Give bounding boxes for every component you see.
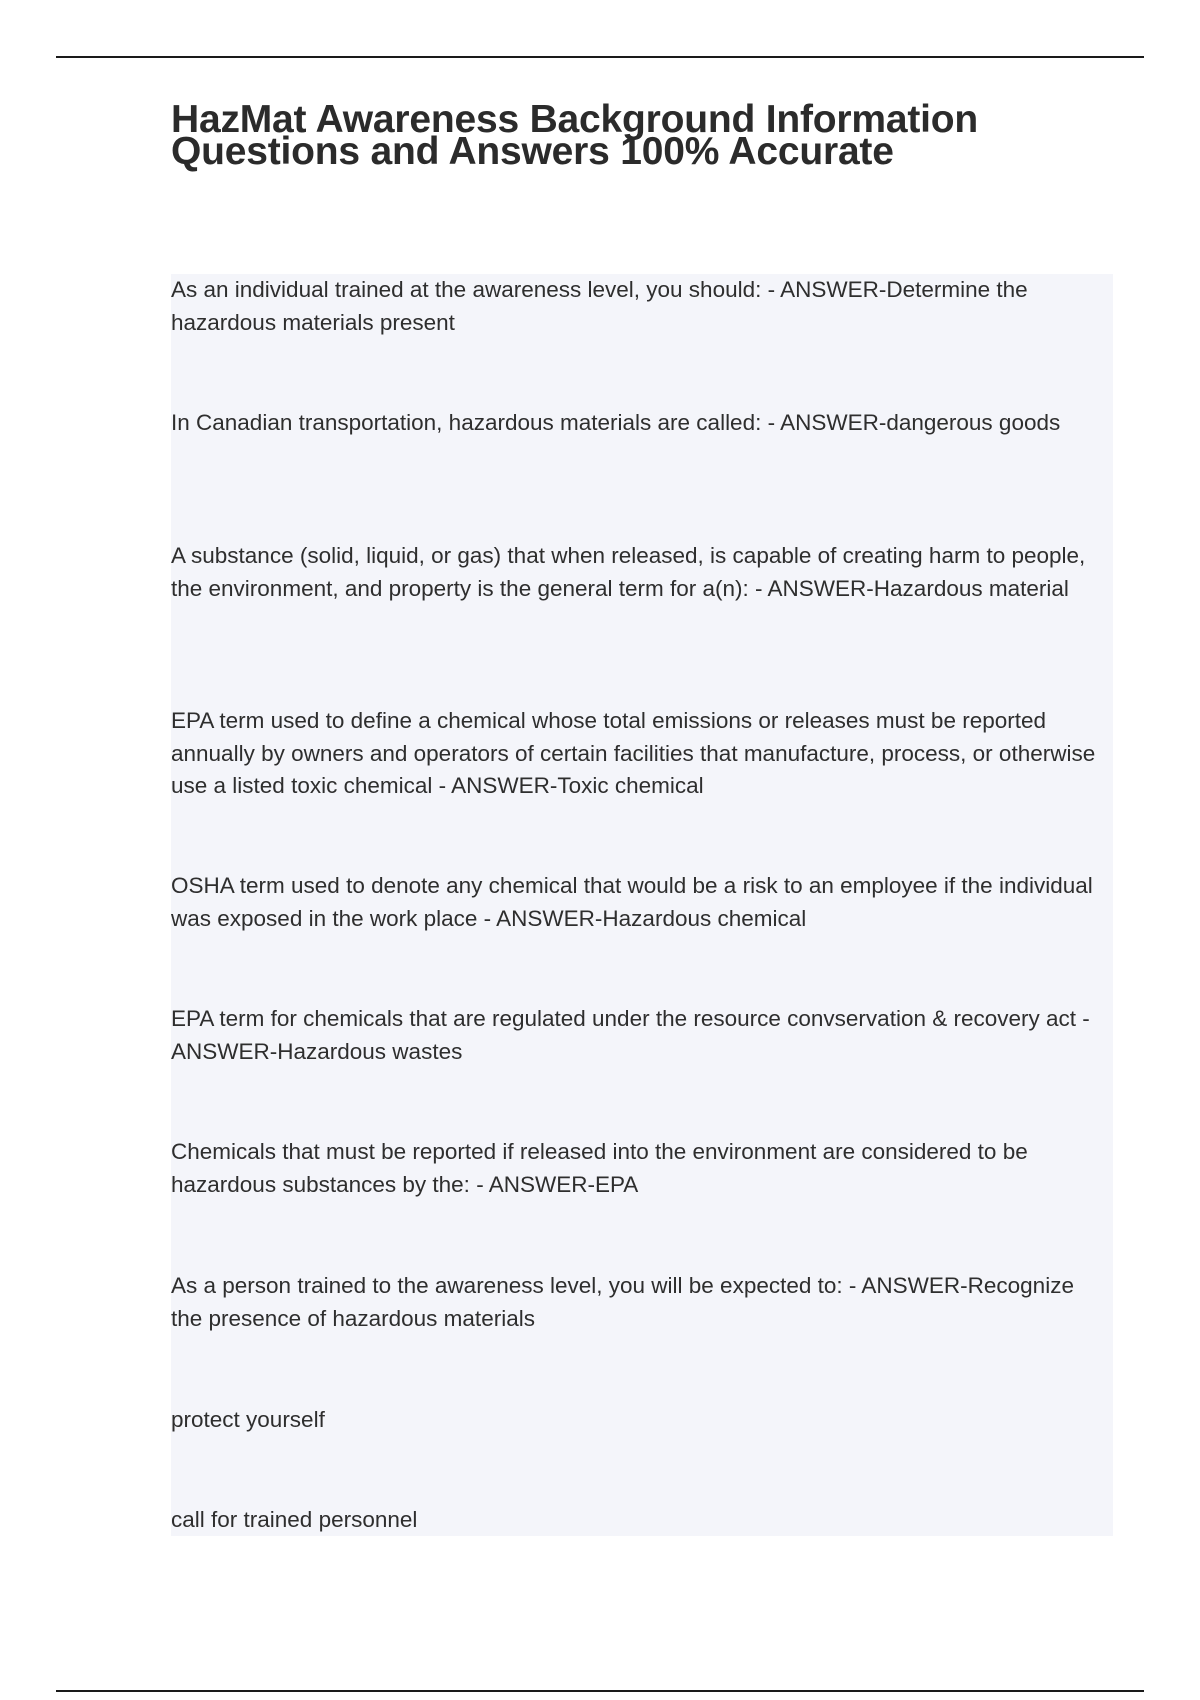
qa-entry: A substance (solid, liquid, or gas) that when released, is capable of creating harm to people, the environment, and property is the general term for a(n): - ANSWER-Hazardous material <box>171 543 1086 601</box>
qa-entry: OSHA term used to denote any chemical that would be a risk to an employee if the individual was exposed in the work place - ANSWER-Hazardous chemical <box>171 873 1093 931</box>
qa-entry: As an individual trained at the awareness level, you should: - ANSWER-Determine the hazardous materials present <box>171 277 1028 335</box>
qa-entry: protect yourself <box>171 1407 325 1432</box>
qa-entry: As a person trained to the awareness level, you will be expected to: - ANSWER-Recognize the presence of hazardous materials <box>171 1273 1074 1331</box>
qa-entry: EPA term for chemicals that are regulated under the resource convservation & recovery act - ANSWER-Hazardous wastes <box>171 1006 1090 1064</box>
document-title: HazMat Awareness Background Information Questions and Answers 100% Accurate <box>171 98 979 173</box>
qa-entry: call for trained personnel <box>171 1507 418 1532</box>
qa-entry: Chemicals that must be reported if released into the environment are considered to be hazardous substances by the: - ANSWER-EPA <box>171 1139 1028 1197</box>
top-rule <box>56 56 1144 58</box>
bottom-rule <box>56 1690 1144 1692</box>
qa-entry: EPA term used to define a chemical whose total emissions or releases must be reported annually by owners and operators of certain facilities that manufacture, process, or otherwise use a listed toxic chemical - ANSWER-Toxic chemical <box>171 708 1096 798</box>
qa-entry: In Canadian transportation, hazardous materials are called: - ANSWER-dangerous goods <box>171 410 1061 435</box>
